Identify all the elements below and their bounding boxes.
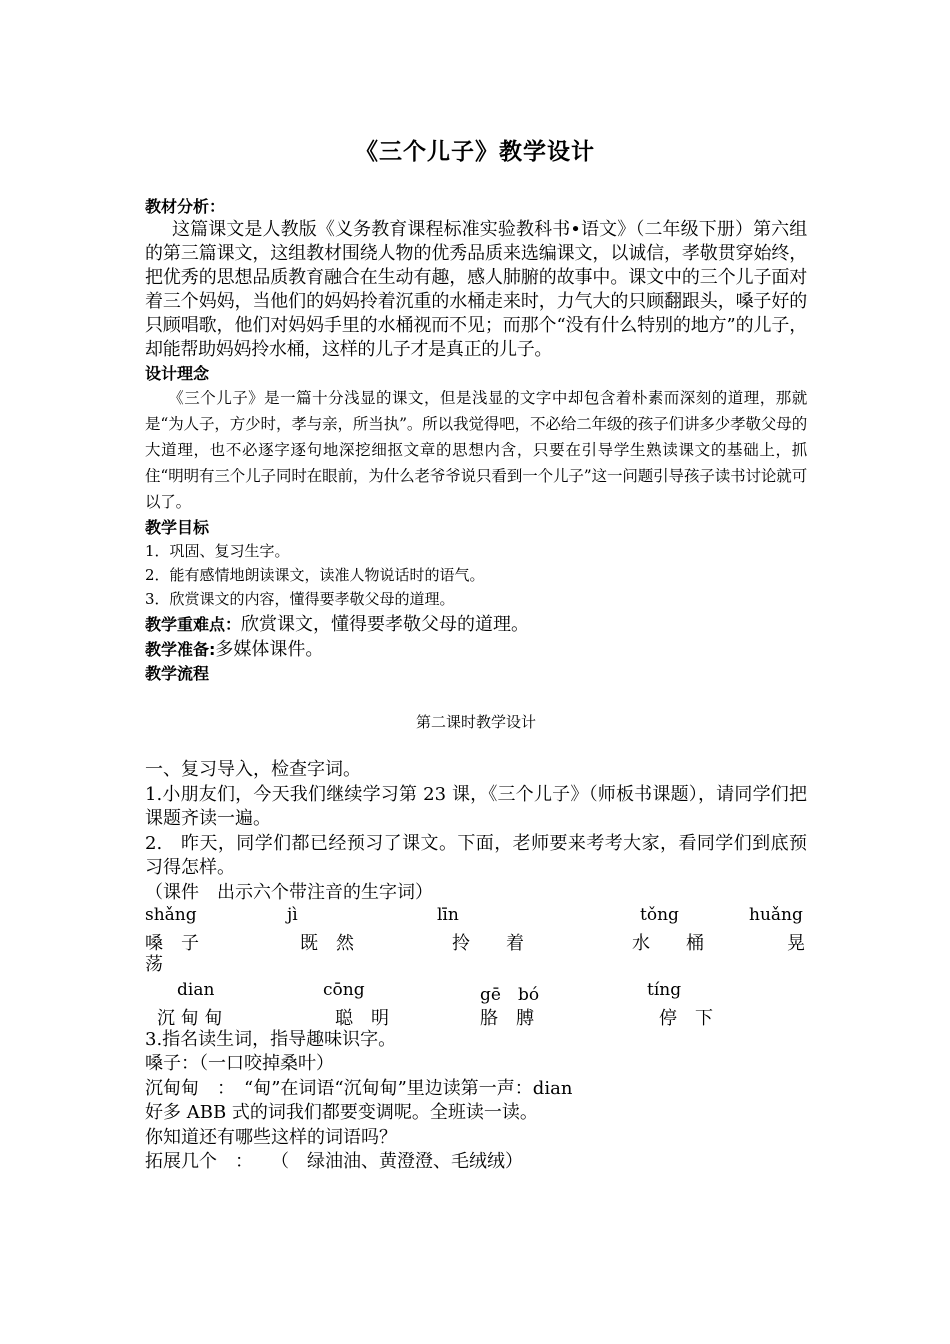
vocab-word: 嗓 子: [145, 933, 199, 954]
goal-item: 2．能有感情地朗读课文，读准人物说话时的语气。: [145, 566, 485, 584]
pinyin: shǎng: [145, 905, 197, 925]
vocab-word: 既 然: [300, 933, 354, 954]
pinyin-row: [145, 980, 807, 1004]
vocab-word: 胳 膊: [480, 1007, 534, 1029]
lesson-subtitle: 第二课时教学设计: [415, 713, 536, 731]
courseware-note: （课件 出示六个带注音的生字词）: [145, 881, 433, 903]
document-body: [145, 196, 807, 1175]
word-row: [145, 929, 807, 953]
pinyin: jì: [287, 905, 298, 925]
word-row: [145, 1004, 807, 1028]
pinyin: līn: [437, 905, 459, 925]
goal-item: 1．巩固、复习生字。: [145, 542, 290, 560]
key-difficulty-label: 教学重难点：: [145, 615, 242, 634]
vocab-word: 晃: [787, 933, 805, 954]
lesson-line: 拓展几个 ： （ 绿油油、黄澄澄、毛绒绒）: [145, 1151, 523, 1172]
vocab-word: 沉 甸 甸: [157, 1007, 223, 1029]
vocab-word: 停 下: [659, 1007, 713, 1029]
analysis-heading: 教材分析：: [145, 197, 226, 216]
lesson-line: 好多 ABB 式的词我们都要变调呢。全班读一读。: [145, 1102, 538, 1123]
pinyin: tǒng: [640, 905, 679, 925]
goal-item: 3．欣赏课文的内容，懂得要孝敬父母的道理。: [145, 590, 455, 608]
lesson-line: 2. 昨天，同学们都已经预习了课文。下面，老师要来考考大家，看同学们到底预习得怎样。: [145, 832, 807, 878]
pinyin: tíng: [647, 979, 682, 1000]
vocab-word: 水 桶: [632, 933, 704, 954]
page-title: 《三个儿子》教学设计: [355, 139, 595, 165]
lesson-line: 沉甸甸 ： “甸”在词语“沉甸甸”里边读第一声：dian: [145, 1077, 573, 1099]
concept-heading: 设计理念: [145, 364, 210, 383]
preparation-label: 教学准备:: [145, 640, 216, 659]
key-difficulty-text: 欣赏课文，懂得要孝敬父母的道理。: [241, 614, 530, 635]
pinyin: dian: [177, 979, 215, 1000]
vocab-word: 拎 着: [452, 933, 524, 954]
concept-paragraph: 《三个儿子》是一篇十分浅显的课文，但是浅显的文字中却包含着朴素而深刻的道理，那就是“为人子，方少时，孝与亲，所当执”。所以我觉得吧，不必给二年级的孩子们讲多少孝敬父母的大道理，也不必逐字逐句地深挖细抠文章的思想内含，只要在引导学生熟读课文的基础上，抓住“明明有三个儿子同时在眼前，为什么老爷爷说只看到一个儿子”这一问题引导孩子读书讨论就可以了。: [145, 389, 807, 511]
lesson-line: 1.小朋友们，今天我们继续学习第 23 课，《三个儿子》（师板书课题），请同学们把课题齐读一遍。: [145, 783, 807, 829]
process-heading: 教学流程: [145, 664, 210, 683]
goals-heading: 教学目标: [145, 518, 210, 537]
vocab-word-wrap: 荡: [145, 954, 163, 975]
lesson-line: 嗓子：（一口咬掉桑叶）: [145, 1053, 334, 1074]
lesson-line: 你知道还有哪些这样的词语吗？: [145, 1126, 397, 1148]
analysis-paragraph: 这篇课文是人教版《义务教育课程标准实验教科书•语文》（二年级下册）第六组的第三篇课文，这组教材围绕人物的优秀品质来选编课文，以诚信，孝敬贯穿始终，把优秀的思想品质教育融合在生动有趣，感人肺腑的故事中。课文中的三个儿子面对着三个妈妈，当他们的妈妈拎着沉重的水桶走来时，力气大的只顾翻跟头，嗓子好的只顾唱歌，他们对妈妈手里的水桶视而不见；而那个“没有什么特别的地方”的儿子，却能帮助妈妈拎水桶，这样的儿子才是真正的儿子。: [145, 219, 807, 360]
preparation-line: [145, 636, 807, 663]
vocab-word: 聪 明: [335, 1007, 389, 1029]
pinyin: gē bó: [480, 984, 540, 1005]
pinyin: huǎng: [749, 905, 803, 925]
lesson-line: 3.指名读生词，指导趣味识字。: [145, 1028, 397, 1050]
key-difficulty-line: [145, 611, 807, 638]
preparation-text: 多媒体课件。: [215, 639, 324, 660]
step-heading: 一、复习导入，检查字词。: [145, 759, 361, 780]
pinyin-row: [145, 905, 807, 929]
pinyin: cōng: [323, 979, 365, 1000]
